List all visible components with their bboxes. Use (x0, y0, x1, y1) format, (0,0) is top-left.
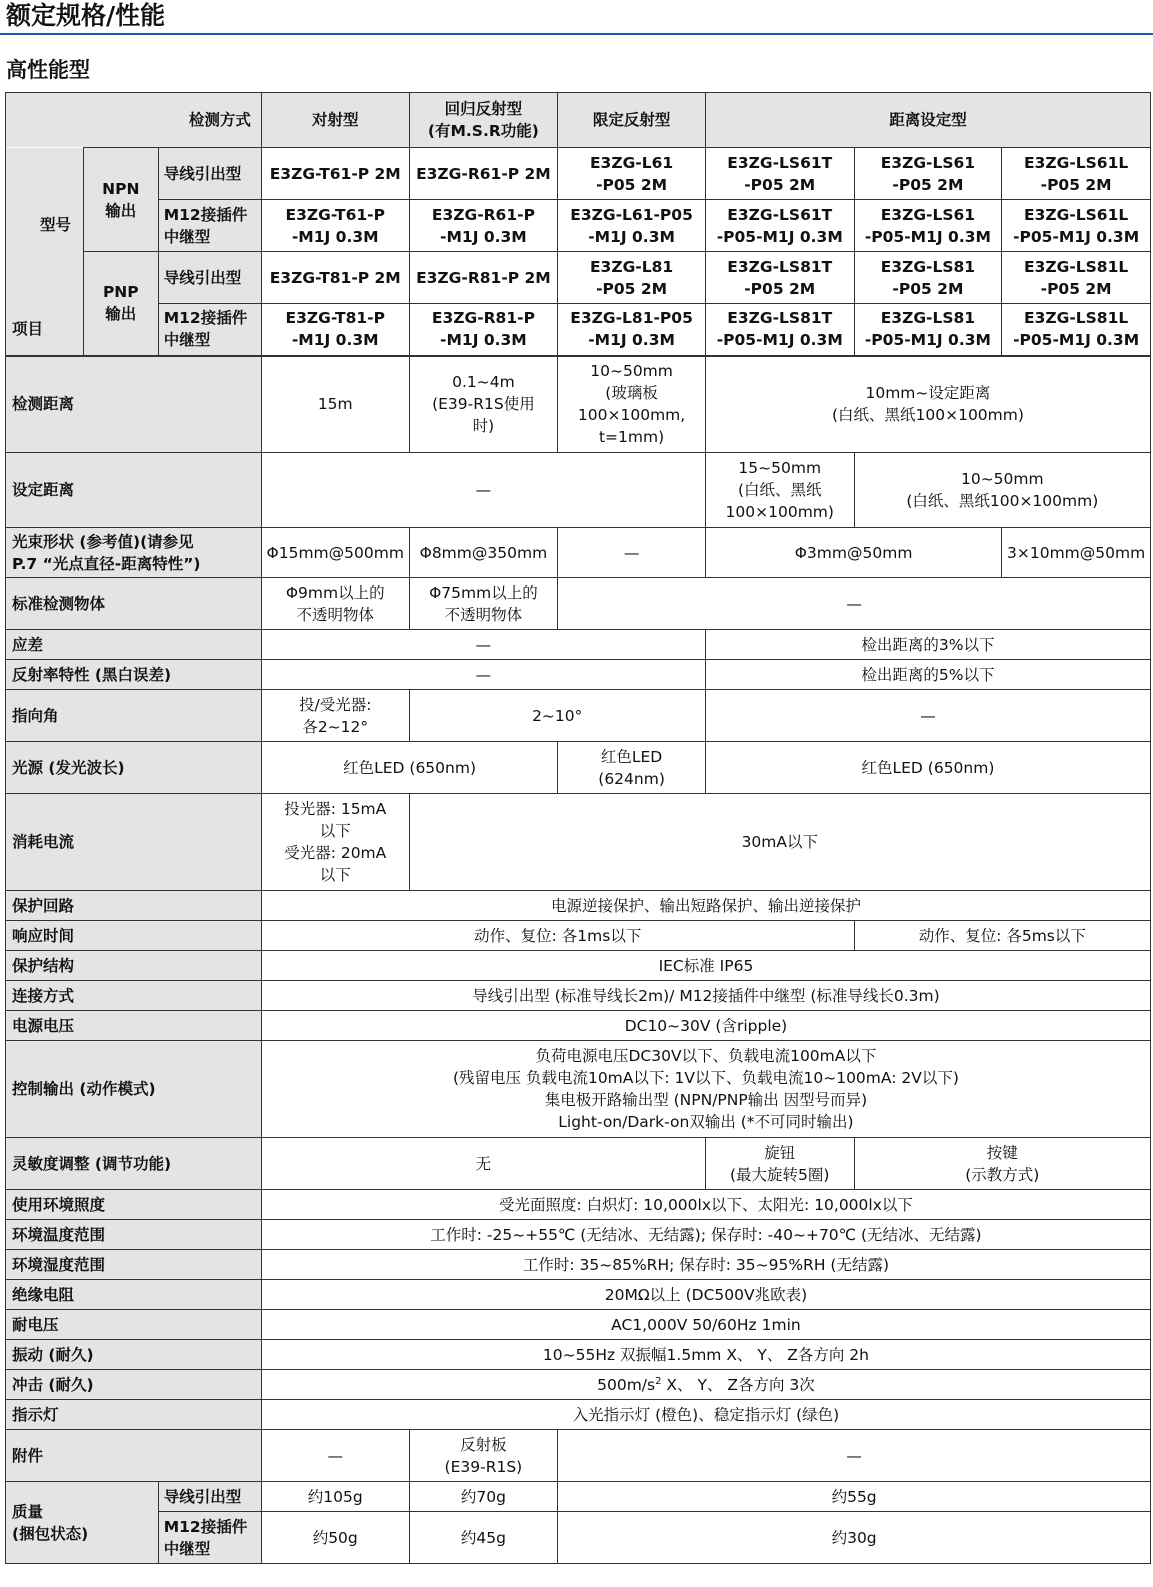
text-line: 工作时: 35~85%RH; 保存时: 35~95%RH (无结露) (522, 1255, 890, 1274)
model-cell (1002, 304, 1151, 356)
text-line: (有M.S.R功能) (427, 122, 539, 140)
value-cell (705, 528, 1001, 578)
value-cell (705, 660, 1150, 690)
text-line: E3ZG-LS81 (880, 309, 976, 328)
weight-wire-type-label: 导线引出型 (158, 1482, 261, 1512)
text-line: 回归反射型 (444, 100, 523, 118)
text-line: E3ZG-T61-P (285, 205, 385, 224)
value-cell (705, 1138, 854, 1190)
value-cell (261, 1310, 1150, 1340)
text-line: 工作时: -25~+55℃ (无结冰、无结露); 保存时: -40~+70℃ (无结冰、无结露) (430, 1225, 982, 1244)
method-label: 检测方式 (188, 111, 251, 129)
text-line: 0.1~4m (452, 373, 515, 392)
value-cell (261, 1400, 1150, 1430)
row-label-indicator: 指示灯 (6, 1400, 262, 1430)
row-label-weight (6, 1482, 159, 1564)
text-line: 约105g (307, 1487, 363, 1506)
model-cell (261, 252, 409, 304)
row-label-hysteresis: 应差 (6, 630, 262, 660)
text-line: — (475, 481, 492, 499)
text-line: 30mA以下 (741, 833, 818, 851)
model-cell (854, 252, 1002, 304)
text-line: Φ9mm以上的 (285, 583, 385, 602)
text-line: E3ZG-R61-P (431, 205, 535, 224)
text-line: 受光器: 20mA (284, 844, 387, 862)
text-line: 按键 (986, 1143, 1018, 1162)
text-line: 时) (472, 417, 495, 436)
npn-output-label (83, 148, 158, 252)
text-line: (玻璃板 (605, 384, 658, 403)
model-cell (261, 200, 409, 252)
value-cell (409, 578, 558, 630)
text-line: -P05 2M (892, 175, 964, 194)
value-cell (409, 1482, 558, 1512)
model-cell (705, 252, 854, 304)
text-line: 动作、复位: 各5ms以下 (918, 926, 1086, 945)
text-line: E3ZG-LS61 (880, 205, 976, 224)
value-cell (705, 356, 1150, 453)
value-cell (854, 921, 1150, 951)
text-line: E3ZG-LS61L (1023, 153, 1129, 172)
text-line: (E39-R1S使用 (432, 395, 535, 414)
model-cell (558, 304, 706, 356)
text-line: 受光面照度: 白炽灯: 10,000lx以下、太阳光: 10,000lx以下 (499, 1195, 913, 1214)
text-line: 投/受光器: (299, 695, 372, 714)
text-line: -M1J 0.3M (291, 331, 379, 350)
text-line: -M1J 0.3M (588, 227, 675, 246)
model-cell (705, 148, 854, 200)
value-cell (261, 1220, 1150, 1250)
value-cell (1002, 528, 1151, 578)
text-line: -P05 2M (892, 279, 964, 298)
row-label-illuminance: 使用环境照度 (6, 1190, 262, 1220)
row-label-light-source: 光源 (发光波长) (6, 742, 262, 794)
text-line: (白纸、黑纸100×100mm) (831, 406, 1024, 425)
row-label-humidity: 环境湿度范围 (6, 1250, 262, 1280)
value-cell (261, 1250, 1150, 1280)
row-label-angle: 指向角 (6, 690, 262, 742)
text-line: E3ZG-T81-P 2M (269, 268, 401, 287)
value-cell (261, 528, 409, 578)
model-cell (409, 304, 558, 356)
value-cell (261, 1512, 409, 1564)
text-line: 距离设定型 (889, 111, 967, 129)
model-cell (705, 304, 854, 356)
text-line: P.7 “光点直径-距离特性”) (12, 554, 201, 573)
text-line: (白纸、黑纸100×100mm) (906, 492, 1099, 510)
text-line: -P05 2M (1040, 279, 1112, 298)
text-line: 质量 (12, 1502, 44, 1521)
value-cell (261, 1190, 1150, 1220)
value-cell (558, 528, 706, 578)
value-cell (261, 578, 409, 630)
text-line: E3ZG-L61-P05 (570, 205, 693, 224)
text-line: 10mm~设定距离 (865, 384, 991, 403)
npn-m12-type-label (158, 200, 261, 252)
text-line: 15~50mm (738, 459, 822, 477)
row-label-control-output: 控制输出 (动作模式) (6, 1041, 262, 1138)
text-line: 无 (475, 1154, 492, 1173)
value-cell (261, 794, 409, 891)
text-line: 负荷电源电压DC30V以下、负载电流100mA以下 (535, 1047, 877, 1065)
text-line: 2~10° (532, 706, 583, 725)
pnp-m12-type-label (158, 304, 261, 356)
text-line: 输出 (105, 201, 137, 220)
text-line: IEC标准 IP65 (658, 956, 754, 975)
row-label-connection: 连接方式 (6, 981, 262, 1011)
text-line: 约45g (460, 1528, 506, 1547)
text-line: E3ZG-R61-P 2M (416, 164, 551, 183)
model-cell (409, 148, 558, 200)
value-cell (261, 356, 409, 453)
row-label-withstand-voltage: 耐电压 (6, 1310, 262, 1340)
text-line: E3ZG-LS61L (1023, 205, 1129, 224)
value-cell (854, 1138, 1150, 1190)
text-line: E3ZG-T81-P (285, 309, 385, 328)
text-line: — (623, 543, 640, 562)
text-line: 动作、复位: 各1ms以下 (474, 926, 642, 945)
text-line: — (475, 665, 492, 684)
value-cell (705, 453, 854, 528)
value-cell (558, 578, 1151, 630)
value-cell (409, 528, 558, 578)
model-cell (409, 200, 558, 252)
value-cell (261, 1280, 1150, 1310)
spec-table (5, 92, 1151, 1564)
value-cell (261, 1041, 1150, 1138)
text-line: 以下 (319, 822, 351, 840)
value-cell (705, 742, 1150, 794)
text-line: 10~55Hz 双振幅1.5mm X、 Y、 Z各方向 2h (542, 1345, 869, 1364)
text-line: -P05-M1J 0.3M (716, 227, 843, 246)
text-line: 中继型 (163, 1539, 211, 1558)
text-line: 集电极开路输出型 (NPN/PNP输出 因型号而异) (544, 1091, 868, 1109)
text-line: Φ3mm@50mm (794, 543, 913, 562)
value-cell (261, 1370, 1150, 1400)
shock-exponent: 2 (655, 1375, 662, 1387)
text-line: 100×100mm, (577, 406, 686, 425)
value-cell (261, 1340, 1150, 1370)
text-line: E3ZG-LS61 (880, 153, 976, 172)
value-cell (558, 1430, 1151, 1482)
text-line: 旋钮 (764, 1143, 796, 1162)
text-line: DC10~30V (含ripple) (624, 1016, 788, 1035)
text-line: 中继型 (163, 331, 211, 350)
text-line: AC1,000V 50/60Hz 1min (611, 1315, 801, 1334)
type-limited-reflective (558, 93, 706, 148)
title-divider (0, 33, 1153, 35)
text-line: 入光指示灯 (橙色)、稳定指示灯 (绿色) (572, 1405, 840, 1424)
model-cell (1002, 148, 1151, 200)
text-line: 不透明物体 (296, 605, 374, 624)
text-line: 100×100mm) (725, 503, 834, 521)
row-label-current: 消耗电流 (6, 794, 262, 891)
model-cell (558, 200, 706, 252)
text-line: (E39-R1S) (444, 1457, 523, 1476)
text-line: 检出距离的3%以下 (861, 635, 995, 654)
text-line: — (475, 635, 492, 654)
value-cell (261, 921, 854, 951)
type-distance-set (705, 93, 1150, 148)
text-line: M12接插件 (163, 309, 248, 328)
row-label-supply-voltage: 电源电压 (6, 1011, 262, 1041)
model-cell (558, 148, 706, 200)
text-line: (捆包状态) (12, 1524, 89, 1543)
text-line: 输出 (105, 305, 137, 324)
text-line: 3×10mm@50mm (1007, 543, 1146, 562)
pnp-output-label (83, 252, 158, 356)
text-line: -M1J 0.3M (440, 227, 527, 246)
text-line: (示教方式) (965, 1165, 1040, 1184)
text-line: 导线引出型 (标准导线长2m)/ M12接插件中继型 (标准导线长0.3m) (472, 986, 940, 1005)
value-cell (261, 891, 1150, 921)
row-label-beam-shape (6, 528, 262, 578)
text-line: — (846, 1446, 862, 1465)
text-line: 各2~12° (302, 717, 369, 736)
text-line: 10~50mm (960, 470, 1044, 488)
text-line: 反射板 (460, 1435, 507, 1454)
text-line: 不透明物体 (444, 605, 523, 624)
model-label: 型号 (40, 215, 72, 234)
text-line: -P05 2M (596, 175, 668, 194)
value-cell (261, 1138, 705, 1190)
text-line: -P05-M1J 0.3M (1013, 227, 1140, 246)
type-retro-reflective (409, 93, 558, 148)
value-cell (705, 630, 1150, 660)
text-line: M12接插件 (163, 205, 248, 224)
text-line: NPN (102, 179, 140, 198)
value-cell (261, 453, 705, 528)
text-line: (624nm) (598, 769, 665, 788)
text-line: — (327, 1446, 343, 1465)
text-line: -P05 2M (744, 279, 816, 298)
text-line: 中继型 (163, 227, 211, 246)
npn-wire-type-label: 导线引出型 (158, 148, 261, 200)
value-cell (261, 690, 409, 742)
text-line: 红色LED (650nm) (343, 758, 477, 777)
text-line: E3ZG-LS81L (1023, 309, 1129, 328)
model-cell (261, 304, 409, 356)
value-cell (261, 981, 1150, 1011)
text-line: -P05 2M (596, 279, 668, 298)
value-cell (558, 356, 706, 453)
weight-m12-type-label (158, 1512, 261, 1564)
value-cell (558, 1482, 1151, 1512)
text-line: 约50g (312, 1528, 358, 1547)
text-line: 检出距离的5%以下 (861, 665, 995, 684)
text-line: — (920, 706, 936, 725)
text-line: E3ZG-LS81 (880, 257, 976, 276)
text-line: E3ZG-R81-P (431, 309, 535, 328)
text-line: 红色LED (650nm) (861, 758, 995, 777)
text-line: (白纸、黑纸 (737, 481, 822, 499)
value-cell (558, 742, 706, 794)
row-label-protection-circuit: 保护回路 (6, 891, 262, 921)
text-line: E3ZG-LS81L (1023, 257, 1129, 276)
model-cell (854, 304, 1002, 356)
row-label-shock: 冲击 (耐久) (6, 1370, 262, 1400)
value-cell (261, 951, 1150, 981)
text-line: 约70g (460, 1487, 506, 1506)
row-label-standard-object: 标准检测物体 (6, 578, 262, 630)
value-cell (261, 1482, 409, 1512)
text-line: 20MΩ以上 (DC500V兆欧表) (604, 1285, 808, 1304)
model-cell (558, 252, 706, 304)
item-label: 项目 (12, 319, 44, 338)
value-cell (409, 1430, 558, 1482)
text-line: 10~50mm (590, 362, 673, 381)
value-cell (705, 690, 1150, 742)
value-cell (854, 453, 1150, 528)
value-cell (261, 660, 705, 690)
text-line: -P05 2M (1040, 175, 1112, 194)
text-line: -P05-M1J 0.3M (716, 331, 843, 350)
text-line: t=1mm) (598, 428, 665, 447)
text-line: -P05-M1J 0.3M (864, 331, 991, 350)
value-cell (409, 690, 705, 742)
text-line: E3ZG-LS81T (727, 309, 833, 328)
value-cell (409, 1512, 558, 1564)
text-line: Φ8mm@350mm (419, 543, 548, 562)
value-cell (261, 1430, 409, 1482)
page-title: 额定规格/性能 (6, 1, 166, 30)
text-line: -P05-M1J 0.3M (1013, 331, 1140, 350)
text-line: E3ZG-R81-P 2M (416, 268, 551, 287)
text-line: 约30g (831, 1528, 877, 1547)
text-line: E3ZG-LS61T (727, 153, 833, 172)
text-line: (最大旋转5圈) (730, 1165, 830, 1184)
row-label-sensitivity: 灵敏度调整 (调节功能) (6, 1138, 262, 1190)
shock-value: 500m/s (597, 1375, 656, 1394)
row-label-insulation: 绝缘电阻 (6, 1280, 262, 1310)
text-line: Light-on/Dark-on双输出 (*不可同时输出) (558, 1113, 854, 1131)
row-label-set-distance: 设定距离 (6, 453, 262, 528)
model-cell (409, 252, 558, 304)
row-label-vibration: 振动 (耐久) (6, 1340, 262, 1370)
text-line: — (846, 594, 862, 613)
text-line: (残留电压 负载电流10mA以下: 1V以下、负载电流10~100mA: 2V以下) (452, 1069, 959, 1087)
text-line: -P05-M1J 0.3M (864, 227, 991, 246)
row-label-reflectance: 反射率特性 (黑白误差) (6, 660, 262, 690)
text-line: -M1J 0.3M (588, 331, 675, 350)
model-cell (854, 148, 1002, 200)
text-line: E3ZG-L81-P05 (570, 309, 693, 328)
text-line: E3ZG-LS81T (727, 257, 833, 276)
text-line: 电源逆接保护、输出短路保护、输出逆接保护 (550, 896, 861, 915)
text-line: 以下 (319, 866, 351, 884)
value-cell (409, 794, 1150, 891)
model-cell (1002, 200, 1151, 252)
row-label-temperature: 环境温度范围 (6, 1220, 262, 1250)
text-line: 对射型 (311, 111, 359, 129)
text-line: E3ZG-LS61T (727, 205, 833, 224)
text-line: -M1J 0.3M (440, 331, 527, 350)
section-title: 高性能型 (6, 58, 90, 82)
method-label-cell (6, 93, 262, 148)
text-line: -P05 2M (744, 175, 816, 194)
model-cell (705, 200, 854, 252)
value-cell (409, 356, 558, 453)
row-label-accessory: 附件 (6, 1430, 262, 1482)
model-item-cell (6, 148, 84, 356)
text-line: M12接插件 (163, 1517, 248, 1536)
row-label-response-time: 响应时间 (6, 921, 262, 951)
value-cell (558, 1512, 1151, 1564)
value-cell (261, 1011, 1150, 1041)
model-cell (1002, 252, 1151, 304)
value-cell (261, 630, 705, 660)
text-line: 约55g (831, 1487, 877, 1506)
text-line: 光束形状 (参考值)(请参见 (12, 532, 194, 551)
text-line: E3ZG-L61 (589, 153, 674, 172)
text-line: PNP (102, 283, 139, 302)
text-line: 红色LED (600, 747, 663, 766)
text-line: 投光器: 15mA (284, 800, 387, 818)
model-cell (854, 200, 1002, 252)
value-cell (261, 742, 557, 794)
type-thru-beam (261, 93, 409, 148)
text-line: E3ZG-T61-P 2M (269, 164, 401, 183)
row-label-detection-distance: 检测距离 (6, 356, 262, 453)
row-label-protective-structure: 保护结构 (6, 951, 262, 981)
text-line: 限定反射型 (592, 111, 671, 129)
pnp-wire-type-label: 导线引出型 (158, 252, 261, 304)
text-line: 15m (317, 395, 353, 414)
text-line: Φ75mm以上的 (429, 583, 538, 602)
text-line: E3ZG-L81 (589, 257, 674, 276)
model-cell (261, 148, 409, 200)
text-line: -M1J 0.3M (291, 227, 379, 246)
text-line: Φ15mm@500mm (266, 543, 404, 562)
shock-value-suffix: X、 Y、 Z各方向 3次 (661, 1375, 815, 1394)
